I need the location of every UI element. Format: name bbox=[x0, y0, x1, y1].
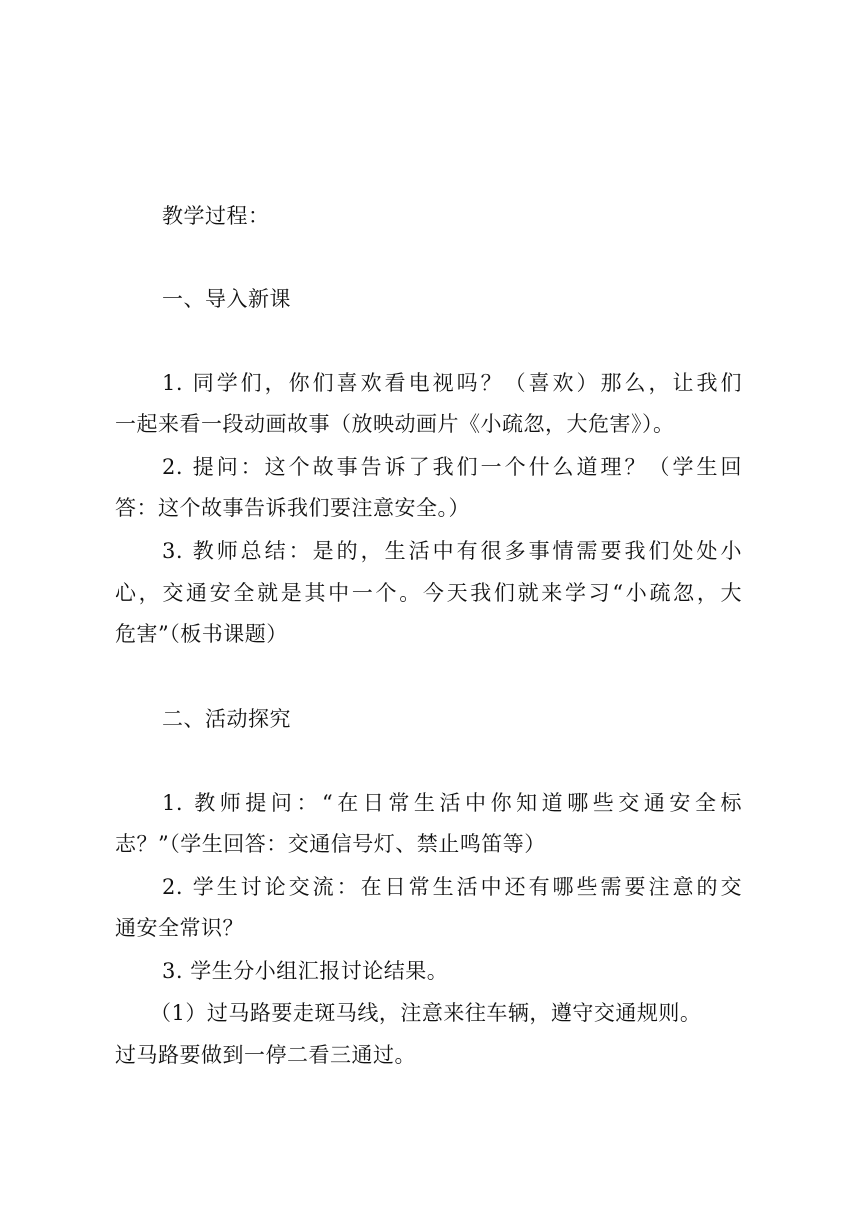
paragraph-line: 1. 同学们，你们喜欢看电视吗？（喜欢）那么，让我们 bbox=[162, 371, 742, 395]
paragraph-line: 3. 学生分小组汇报讨论结果。 bbox=[162, 959, 449, 983]
paragraph-line: 危害”（板书课题） bbox=[115, 622, 288, 646]
document-title: 教学过程： bbox=[162, 204, 270, 228]
paragraph-line: 3. 教师总结：是的，生活中有很多事情需要我们处处小 bbox=[162, 539, 742, 563]
sub-item-line: 过马路要做到一停二看三通过。 bbox=[115, 1043, 416, 1067]
sub-item-line: （1）过马路要走斑马线，注意来往车辆，遵守交通规则。 bbox=[150, 1001, 702, 1025]
paragraph-line: 1. 教师提问：“在日常生活中你知道哪些交通安全标 bbox=[162, 791, 742, 815]
paragraph-line: 2. 提问：这个故事告诉了我们一个什么道理？（学生回 bbox=[162, 455, 742, 479]
section-heading-intro: 一、导入新课 bbox=[162, 287, 291, 311]
paragraph-line: 心，交通安全就是其中一个。今天我们就来学习“小疏忽，大 bbox=[115, 581, 742, 605]
section-heading-activity: 二、活动探究 bbox=[162, 707, 291, 731]
paragraph-line: 答：这个故事告诉我们要注意安全。） bbox=[115, 496, 470, 520]
paragraph-line: 一起来看一段动画故事（放映动画片《小疏忽，大危害》）。 bbox=[115, 412, 675, 436]
paragraph-line: 志？”（学生回答：交通信号灯、禁止鸣笛等） bbox=[115, 832, 546, 856]
paragraph-line: 通安全常识？ bbox=[115, 916, 244, 940]
paragraph-line: 2. 学生讨论交流：在日常生活中还有哪些需要注意的交 bbox=[162, 875, 742, 899]
